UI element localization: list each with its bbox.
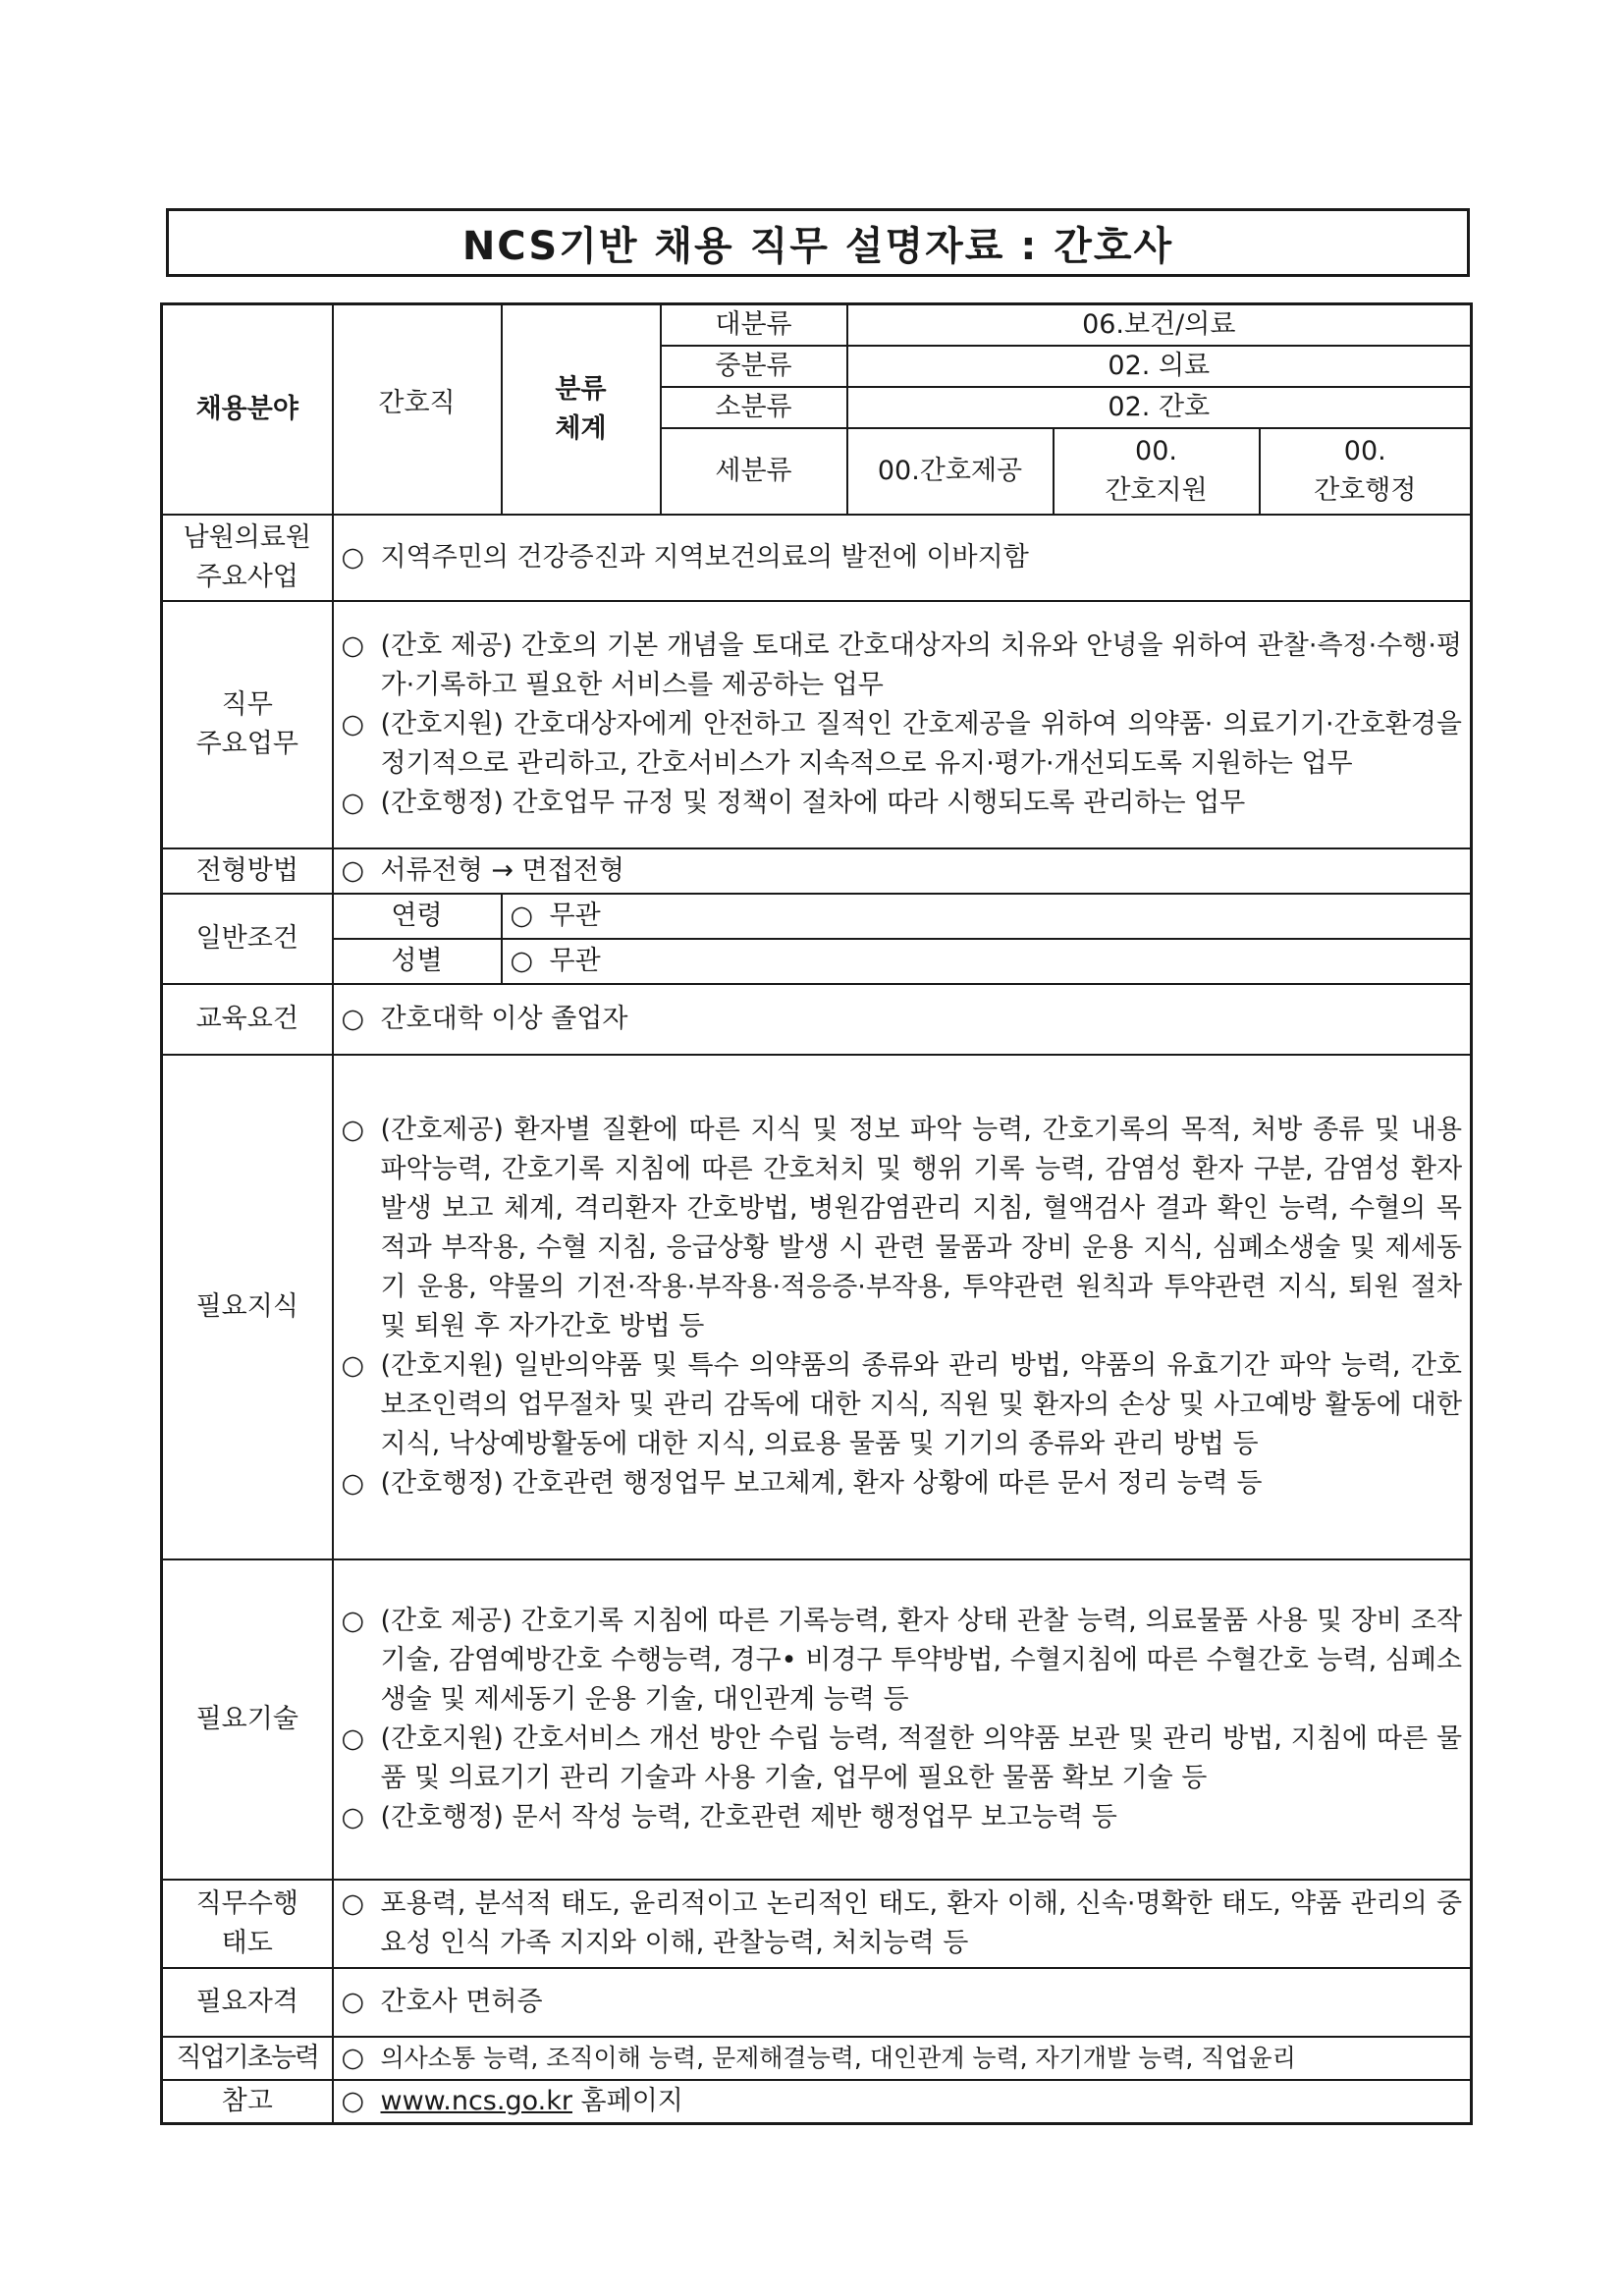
bullet-icon: ○ bbox=[341, 2085, 365, 2116]
major-label: 대분류 bbox=[661, 304, 847, 347]
classification-label bbox=[502, 304, 661, 516]
major-value: 06.보건/의료 bbox=[847, 304, 1472, 347]
general-label: 일반조건 bbox=[162, 894, 333, 984]
list-item bbox=[342, 1602, 1463, 1720]
selection-label: 전형방법 bbox=[162, 848, 333, 894]
minor-label: 소분류 bbox=[661, 387, 847, 428]
sub-value-3-line2: 간호행정 bbox=[1314, 475, 1417, 506]
bullet-icon: ○ bbox=[341, 2043, 365, 2073]
knowledge-content bbox=[333, 1055, 1472, 1559]
duties-item-2: (간호지원) 간호대상자에게 안전하고 질적인 간호제공을 위하여 의약품· 의료기기·간호환경을 정기적으로 관리하고, 간호서비스가 지속적으로 유지·평가·개선되도록 지원하는 업무 bbox=[380, 709, 1463, 779]
bullet-icon: ○ bbox=[341, 1004, 365, 1034]
sub-value-2-line1: 00. bbox=[1135, 436, 1177, 466]
education-content bbox=[333, 984, 1472, 1055]
basic-label: 직업기초능력 bbox=[162, 2037, 333, 2080]
bullet-icon: ○ bbox=[341, 630, 365, 661]
bullet-icon: ○ bbox=[341, 1115, 365, 1145]
bullet-icon: ○ bbox=[341, 709, 365, 739]
bullet-icon: ○ bbox=[510, 946, 534, 976]
minor-value: 02. 간호 bbox=[847, 387, 1472, 428]
license-content bbox=[333, 1968, 1472, 2037]
gender-value: 무관 bbox=[549, 946, 601, 976]
age-value: 무관 bbox=[549, 901, 601, 931]
attitude-content bbox=[333, 1880, 1472, 1968]
gender-label: 성별 bbox=[333, 939, 502, 984]
business-label-2: 주요사업 bbox=[195, 562, 298, 592]
list-item bbox=[342, 1346, 1463, 1464]
list-item bbox=[342, 851, 1463, 891]
duties-label-2: 주요업무 bbox=[195, 729, 298, 759]
business-item: 지역주민의 건강증진과 지역보건의료의 발전에 이바지함 bbox=[380, 542, 1029, 573]
title-box bbox=[166, 208, 1470, 277]
selection-item: 서류전형 → 면접전형 bbox=[380, 855, 624, 886]
skills-item-3: (간호행정) 문서 작성 능력, 간호관련 제반 행정업무 보고능력 등 bbox=[380, 1802, 1117, 1832]
attitude-label-2: 태도 bbox=[221, 1928, 273, 1958]
sub-value-2 bbox=[1054, 428, 1260, 515]
list-item bbox=[342, 784, 1463, 823]
duties-label bbox=[162, 601, 333, 848]
list-item bbox=[342, 1885, 1463, 1963]
business-content bbox=[333, 515, 1472, 601]
selection-content bbox=[333, 848, 1472, 894]
knowledge-item-3: (간호행정) 간호관련 행정업무 보고체계, 환자 상황에 따른 문서 정리 능력 등 bbox=[380, 1468, 1263, 1499]
license-item: 간호사 면허증 bbox=[380, 1987, 543, 2017]
knowledge-item-2: (간호지원) 일반의약품 및 특수 의약품의 종류와 관리 방법, 약품의 유효기간 파악 능력, 간호보조인력의 업무절차 및 관리 감독에 대한 지식, 직원 및 환자의 손상 및 사고예방 활동에 대한 지식, 낙상예방활동에 대한 지식, 의료용 물품 및 기기의 종류와 관리 방법 등 bbox=[380, 1350, 1463, 1459]
list-item bbox=[342, 538, 1463, 577]
sub-label: 세분류 bbox=[661, 428, 847, 515]
list-item bbox=[342, 705, 1463, 784]
age-content bbox=[502, 894, 1472, 939]
sub-value-2-line2: 간호지원 bbox=[1105, 475, 1208, 506]
middle-label: 중분류 bbox=[661, 346, 847, 387]
list-item bbox=[511, 942, 1463, 981]
age-label: 연령 bbox=[333, 894, 502, 939]
list-item bbox=[342, 627, 1463, 705]
reference-content bbox=[333, 2080, 1472, 2123]
list-item bbox=[342, 2039, 1463, 2078]
education-item: 간호대학 이상 졸업자 bbox=[380, 1004, 628, 1034]
field-value: 간호직 bbox=[333, 304, 502, 516]
list-item bbox=[342, 2082, 1463, 2121]
skills-item-2: (간호지원) 간호서비스 개선 방안 수립 능력, 적절한 의약품 보관 및 관리 방법, 지침에 따른 물품 및 의료기기 관리 기술과 사용 기술, 업무에 필요한 물품 확보 기술 등 bbox=[380, 1723, 1463, 1793]
bullet-icon: ○ bbox=[341, 542, 365, 573]
bullet-icon: ○ bbox=[341, 1723, 365, 1754]
list-item bbox=[342, 1464, 1463, 1503]
attitude-label bbox=[162, 1880, 333, 1968]
classification-label-2: 체계 bbox=[555, 413, 607, 444]
list-item bbox=[342, 1111, 1463, 1346]
reference-suffix: 홈페이지 bbox=[571, 2085, 683, 2116]
attitude-label-1: 직무수행 bbox=[195, 1888, 298, 1919]
list-item bbox=[511, 897, 1463, 936]
duties-label-1: 직무 bbox=[221, 689, 273, 720]
skills-item-1: (간호 제공) 간호기록 지침에 따른 기록능력, 환자 상태 관찰 능력, 의료물품 사용 및 장비 조작기술, 감염예방간호 수행능력, 경구• 비경구 투약방법, 수혈지침에 따른 수혈간호 능력, 심폐소생술 및 제세동기 운용 기술, 대인관계 능력 등 bbox=[380, 1606, 1463, 1715]
middle-value: 02. 의료 bbox=[847, 346, 1472, 387]
bullet-icon: ○ bbox=[341, 1468, 365, 1499]
list-item bbox=[342, 1720, 1463, 1798]
duties-item-1: (간호 제공) 간호의 기본 개념을 토대로 간호대상자의 치유와 안녕을 위하여 관찰·측정·수행·평가·기록하고 필요한 서비스를 제공하는 업무 bbox=[380, 630, 1463, 700]
skills-label: 필요기술 bbox=[162, 1559, 333, 1880]
bullet-icon: ○ bbox=[341, 855, 365, 886]
gender-content bbox=[502, 939, 1472, 984]
list-item bbox=[342, 1000, 1463, 1039]
bullet-icon: ○ bbox=[341, 1802, 365, 1832]
bullet-icon: ○ bbox=[341, 1888, 365, 1919]
basic-content bbox=[333, 2037, 1472, 2080]
list-item bbox=[342, 1983, 1463, 2022]
education-label: 교육요건 bbox=[162, 984, 333, 1055]
business-label-1: 남원의료원 bbox=[183, 522, 311, 553]
field-label: 채용분야 bbox=[162, 304, 333, 516]
bullet-icon: ○ bbox=[341, 788, 365, 818]
knowledge-label: 필요지식 bbox=[162, 1055, 333, 1559]
business-label bbox=[162, 515, 333, 601]
bullet-icon: ○ bbox=[341, 1987, 365, 2017]
list-item bbox=[342, 1798, 1463, 1837]
bullet-icon: ○ bbox=[341, 1350, 365, 1381]
bullet-icon: ○ bbox=[341, 1606, 365, 1636]
classification-label-1: 분류 bbox=[555, 374, 607, 405]
job-description-table bbox=[160, 302, 1473, 2125]
page-title: NCS기반 채용 직무 설명자료 : 간호사 bbox=[461, 223, 1174, 269]
sub-value-3-line1: 00. bbox=[1343, 436, 1386, 466]
bullet-icon: ○ bbox=[510, 901, 534, 931]
duties-item-3: (간호행정) 간호업무 규정 및 정책이 절차에 따라 시행되도록 관리하는 업무 bbox=[380, 788, 1246, 818]
skills-content bbox=[333, 1559, 1472, 1880]
sub-value-1-line1: 00.간호제공 bbox=[877, 456, 1023, 486]
duties-content bbox=[333, 601, 1472, 848]
reference-label: 참고 bbox=[162, 2080, 333, 2123]
attitude-item: 포용력, 분석적 태도, 윤리적이고 논리적인 태도, 환자 이해, 신속·명확한 태도, 약품 관리의 중요성 인식 가족 지지와 이해, 관찰능력, 처치능력 등 bbox=[380, 1888, 1463, 1958]
sub-value-3 bbox=[1260, 428, 1472, 515]
knowledge-item-1: (간호제공) 환자별 질환에 따른 지식 및 정보 파악 능력, 간호기록의 목적, 처방 종류 및 내용 파악능력, 간호기록 지침에 따른 간호처치 및 행위 기록 능력, 감염성 환자 구분, 감염성 환자 발생 보고 체계, 격리환자 간호방법, 병원감염관리 지침, 혈액검사 결과 확인 능력, 수혈의 목적과 부작용, 수혈 지침, 응급상황 발생 시 관련 물품과 장비 운용 지식, 심폐소생술 및 제세동기 운용, 약물의 기전·작용·부작용·적응증·부작용, 투약관련 원칙과 투약관련 지식, 퇴원 절차 및 퇴원 후 자가간호 방법 등 bbox=[380, 1115, 1463, 1341]
license-label: 필요자격 bbox=[162, 1968, 333, 2037]
basic-item: 의사소통 능력, 조직이해 능력, 문제해결능력, 대인관계 능력, 자기개발 능력, 직업윤리 bbox=[380, 2044, 1296, 2072]
ncs-homepage-link[interactable]: www.ncs.go.kr bbox=[380, 2085, 572, 2116]
sub-value-1 bbox=[847, 428, 1054, 515]
